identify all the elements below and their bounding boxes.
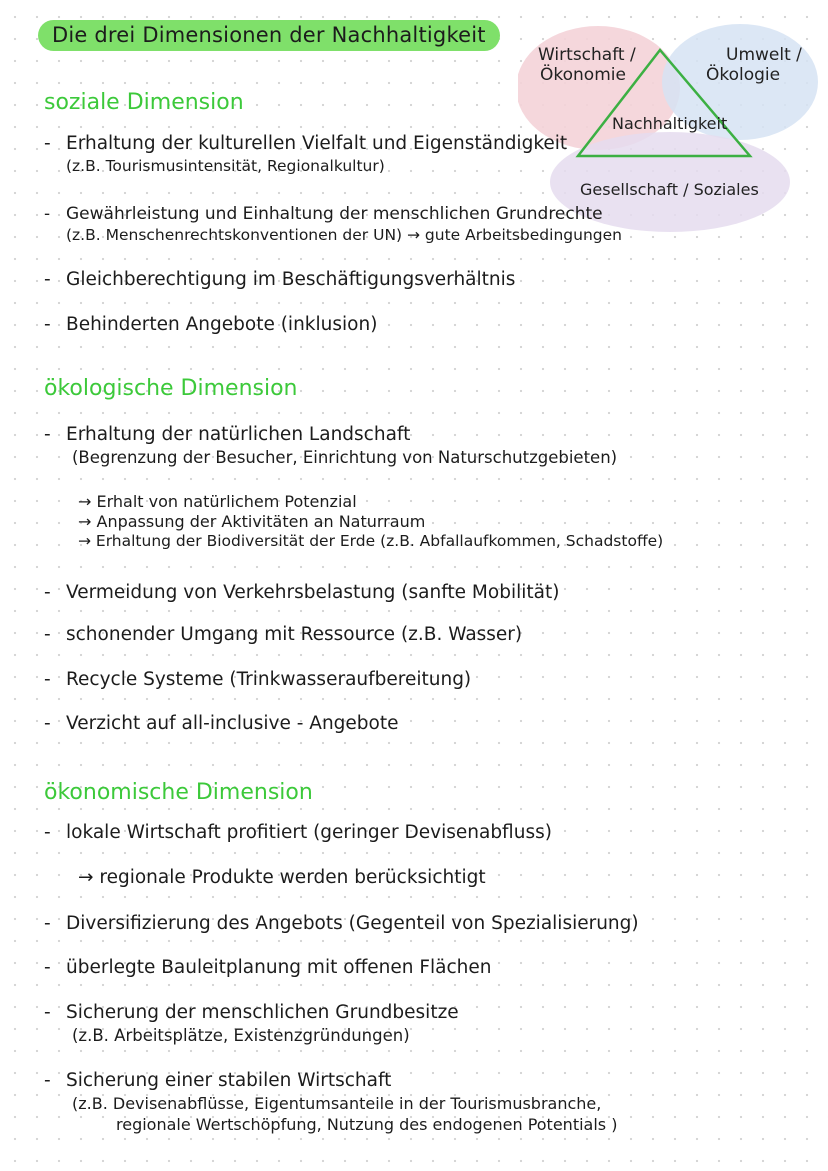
center-label: Nachhaltigkeit xyxy=(612,114,728,133)
arrow-point: → Erhaltung der Biodiversität der Erde (z.B. Abfallaufkommen, Schadstoffe) xyxy=(78,532,664,550)
economy-label-2: Ökonomie xyxy=(540,65,626,85)
arrow-point: → regionale Produkte werden berücksichtigt xyxy=(78,867,486,888)
list-item: - lokale Wirtschaft profitiert (geringer Devisenabfluss) xyxy=(44,822,552,843)
arrow-point: → Erhalt von natürlichem Potenzial xyxy=(78,492,357,511)
economic-heading: ökonomische Dimension xyxy=(44,780,313,805)
economy-label-1: Wirtschaft / xyxy=(538,45,636,65)
list-item: - Vermeidung von Verkehrsbelastung (sanfte Mobilität) xyxy=(44,582,560,603)
list-item-sub: (Begrenzung der Besucher, Einrichtung von Naturschutzgebieten) xyxy=(72,448,618,467)
list-item-sub: (z.B. Menschenrechtskonventionen der UN) → gute Arbeitsbedingungen xyxy=(66,226,622,244)
arrow-point: → Anpassung der Aktivitäten an Naturraum xyxy=(78,512,426,531)
list-item-sub: (z.B. Devisenabflüsse, Eigentumsanteile in der Tourismusbranche, xyxy=(72,1094,602,1113)
list-item: - Erhaltung der natürlichen Landschaft xyxy=(44,424,411,445)
list-item: - Behinderten Angebote (inklusion) xyxy=(44,314,378,335)
list-item: - Gleichberechtigung im Beschäftigungsverhältnis xyxy=(44,269,516,290)
list-item: - Sicherung einer stabilen Wirtschaft xyxy=(44,1070,392,1091)
society-label: Gesellschaft / Soziales xyxy=(580,180,759,199)
page-title: Die drei Dimensionen der Nachhaltigkeit xyxy=(38,20,500,51)
list-item-sub: regionale Wertschöpfung, Nutzung des endogenen Potentials ) xyxy=(116,1115,618,1134)
social-heading: soziale Dimension xyxy=(44,90,244,115)
ecology-label-1: Umwelt / xyxy=(726,45,802,65)
list-item-sub: (z.B. Arbeitsplätze, Existenzgründungen) xyxy=(72,1026,410,1045)
list-item: - Recycle Systeme (Trinkwasseraufbereitung) xyxy=(44,669,472,690)
list-item: - überlegte Bauleitplanung mit offenen Flächen xyxy=(44,957,492,978)
list-item: - Verzicht auf all-inclusive - Angebote xyxy=(44,713,399,734)
list-item: - Diversifizierung des Angebots (Gegenteil von Spezialisierung) xyxy=(44,913,639,934)
list-item-sub: (z.B. Tourismusintensität, Regionalkultur) xyxy=(66,157,385,175)
list-item: - schonender Umgang mit Ressource (z.B. Wasser) xyxy=(44,624,523,645)
ecology-label-2: Ökologie xyxy=(706,65,781,85)
list-item: - Gewährleistung und Einhaltung der menschlichen Grundrechte xyxy=(44,204,603,224)
ecological-heading: ökologische Dimension xyxy=(44,376,298,401)
list-item: - Sicherung der menschlichen Grundbesitze xyxy=(44,1002,459,1023)
list-item: - Erhaltung der kulturellen Vielfalt und Eigenständigkeit xyxy=(44,133,568,154)
